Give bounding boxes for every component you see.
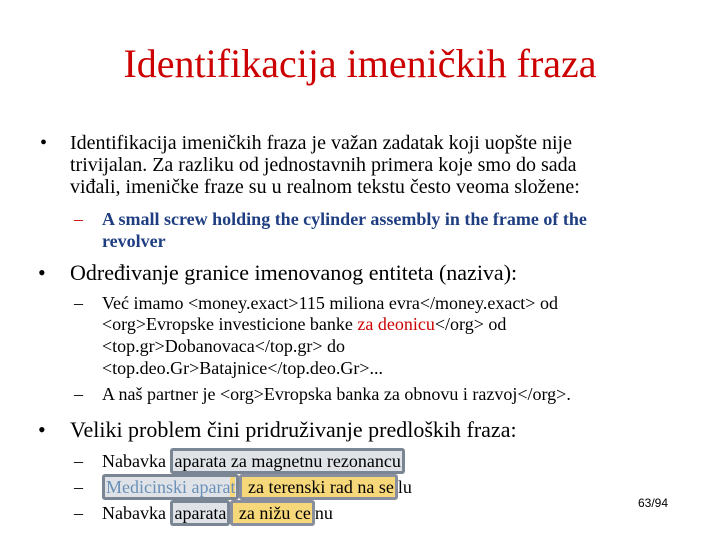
bullet-1-line-2: trivijalan. Za razliku od jednostavnih primera koje smo do sada [70,154,577,176]
sub-bullet-3-text: A naš partner je <org>Evropska banka za obnovu i razvoj</org>. [102,384,571,404]
example-2-text-d: lu [397,477,412,497]
bullet-3 [38,417,517,442]
bullet-icon: • [38,417,46,442]
slide-title: Identifikacija imeničkih fraza [123,41,597,86]
example-3-highlight-a: aparata [170,500,230,526]
bullet-2-text: Određivanje granice imenovanog entiteta (naziva): [70,260,518,285]
dash-icon: – [74,503,83,523]
sub-bullet-2-text-1: Već imamo <money.exact>115 miliona evra</money.exact> od [102,293,558,313]
sub-bullet-2-text-2c: </org> od [434,314,507,334]
example-1-highlight: aparata za magnetnu rezonancu [170,448,404,474]
example-3-text-d: nu [314,503,333,523]
sub-bullet-2-line-4: <top.deo.Gr>Batajnice</top.deo.Gr>... [102,358,384,378]
dash-icon: – [74,209,83,229]
example-row-2 [74,477,412,497]
bullet-1-text-1: Identifikacija imeničkih fraza je važan zadatak koji uopšte nije [70,132,572,154]
sub-bullet-1-line-2: revolver [102,231,166,251]
dash-icon: – [74,477,83,497]
dash-icon: – [74,293,83,313]
bullet-2 [38,260,518,285]
example-3-text-a: Nabavka [102,503,171,523]
bullet-icon: • [38,260,46,285]
sub-bullet-2-text-2a: <org>Evropske investicione banke [102,314,358,334]
example-2-highlight-b: za terenski rad na se [239,474,397,500]
sub-bullet-2-line-3: <top.gr>Dobanovaca</top.gr> do [102,336,346,356]
sub-bullet-3 [74,384,571,404]
sub-bullet-2-line-1 [74,293,558,313]
bullet-3-text: Veliki problem čini pridruživanje predloških fraza: [70,417,517,442]
dash-icon: – [74,384,83,404]
bullet-1-line-1 [40,132,572,154]
bullet-icon: • [40,132,48,154]
example-1-text-a: Nabavka [102,451,171,471]
dash-icon: – [74,451,83,471]
example-2-highlight-a [102,474,239,500]
page-number: 63/94 [638,496,669,510]
sub-bullet-1-text-1: A small screw holding the cylinder assembly in the frame of the [102,209,587,229]
example-2-text-b: t [230,477,236,497]
example-row-1 [74,451,405,471]
example-row-3 [74,503,333,523]
bullet-1-line-3: viđali, imeničke fraze su u realnom tekstu često veoma složene: [70,176,580,198]
sub-bullet-2-line-2 [102,314,506,334]
sub-bullet-2-red-text: za deonicu [357,314,435,334]
sub-bullet-1-line-1 [74,209,587,229]
example-3-highlight-b: za nižu ce [230,500,314,526]
example-2-text-a: Medicinski apara [106,477,231,497]
